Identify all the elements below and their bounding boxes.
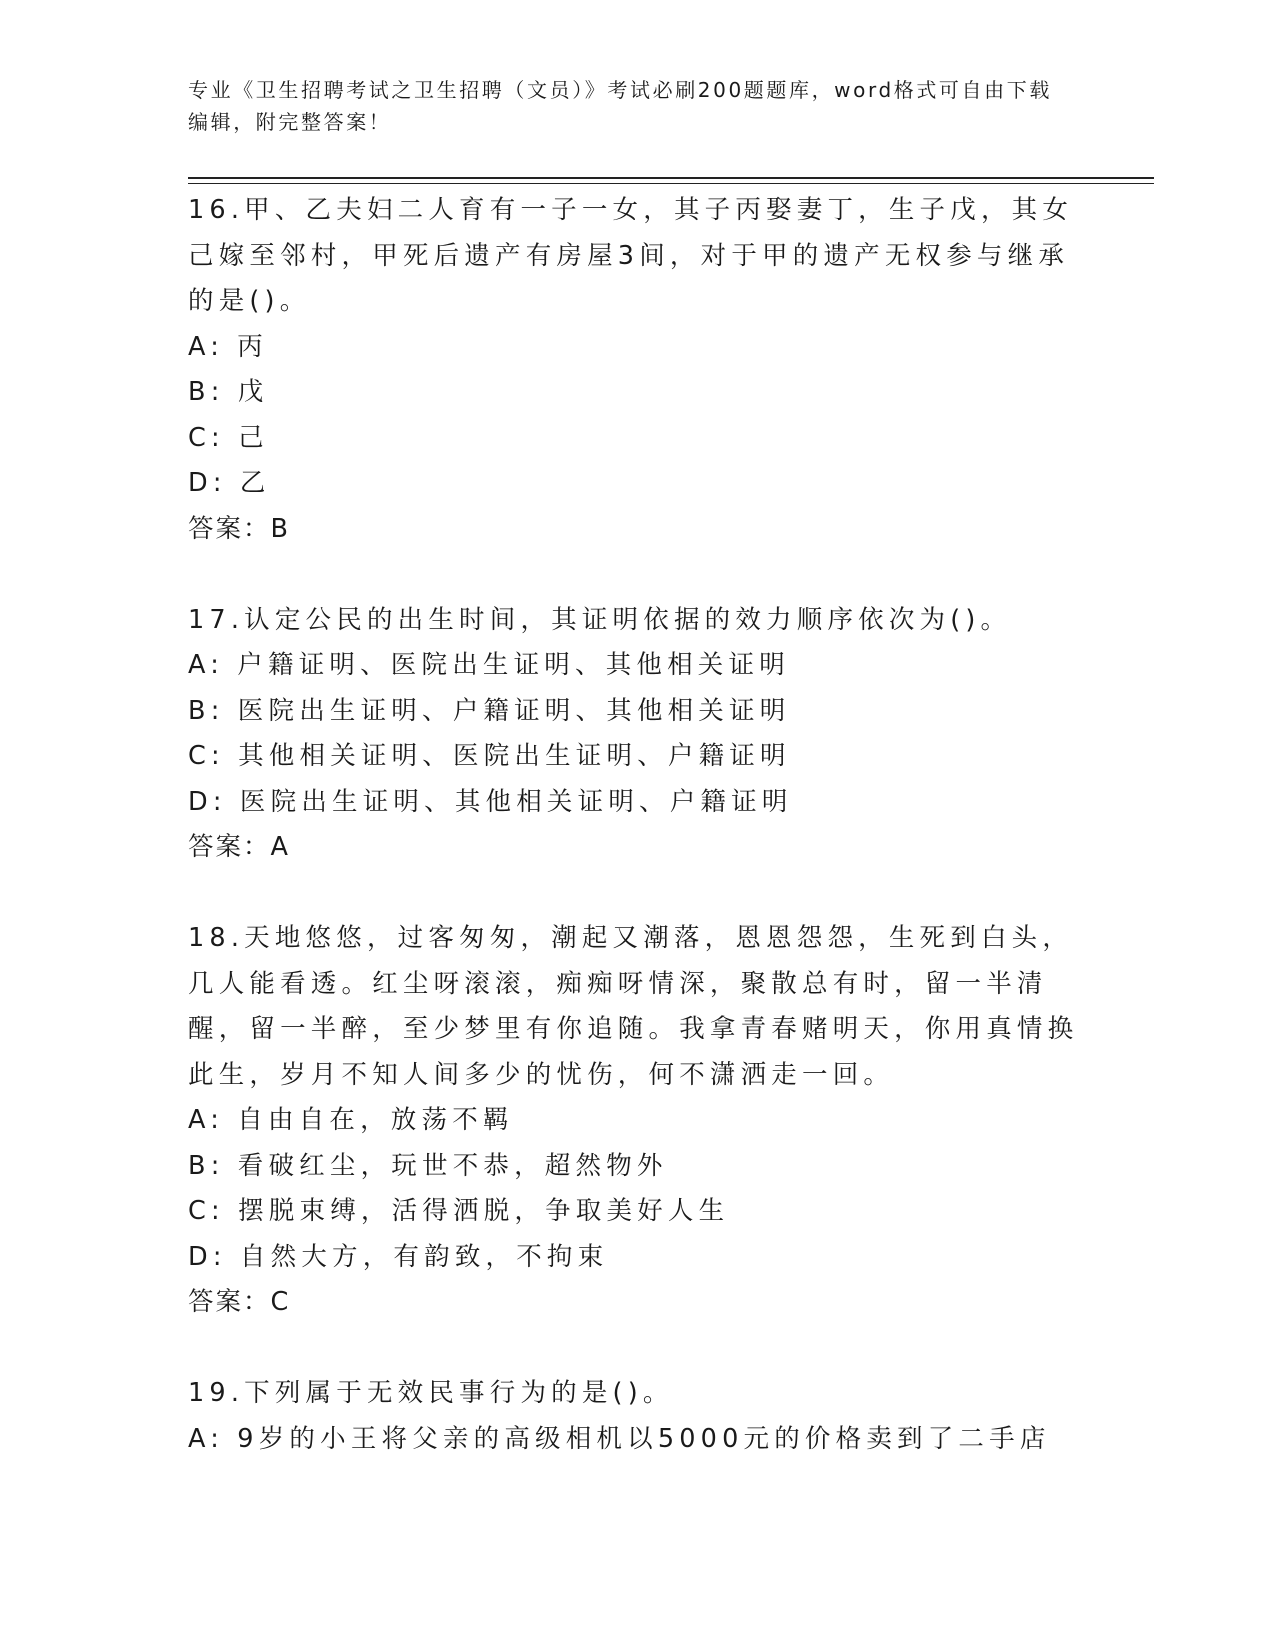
question-16-option-a: A: 丙 <box>188 331 268 362</box>
question-16-option-c: C: 己 <box>188 422 269 453</box>
document-header: 专业《卫生招聘考试之卫生招聘（文员）》考试必刷200题题库，word格式可自由下载编辑，附完整答案！ <box>188 78 1052 134</box>
question-18-stem: 18.天地悠悠，过客匆匆，潮起又潮落，恩恩怨怨，生死到白头，几人能看透。红尘呀滚滚，痴痴呀情深，聚散总有时，留一半清醒，留一半醉，至少梦里有你追随。我拿青春赌明天，你用真情换此生，岁月不知人间多少的忧伤，何不潇洒走一回。 <box>188 923 1079 1090</box>
question-19-stem: 19.下列属于无效民事行为的是()。 <box>188 1378 674 1408</box>
header-divider-thin <box>188 183 1154 184</box>
question-16-answer: 答案：B <box>188 513 290 544</box>
question-17-answer: 答案：A <box>188 832 290 862</box>
question-18-option-a: A: 自由自在，放荡不羁 <box>188 1105 514 1135</box>
question-list <box>188 188 1088 1462</box>
question-18-option-d: D: 自然大方，有韵致，不拘束 <box>188 1241 609 1272</box>
question-18-option-b: B: 看破红尘，玩世不恭，超然物外 <box>188 1150 668 1181</box>
question-17-option-a: A: 户籍证明、医院出生证明、其他相关证明 <box>188 650 790 680</box>
question-18-option-c: C: 摆脱束缚，活得洒脱，争取美好人生 <box>188 1196 730 1226</box>
question-18 <box>188 916 1088 1326</box>
question-16-stem: 16.甲、乙夫妇二人育有一子一女，其子丙娶妻丁，生子戊，其女己嫁至邻村，甲死后遗产有房屋3间，对于甲的遗产无权参与继承的是()。 <box>188 195 1074 316</box>
question-16 <box>188 188 1088 552</box>
question-16-option-d: D: 乙 <box>188 468 271 498</box>
question-19 <box>188 1371 1088 1462</box>
question-19-option-a: A: 9岁的小王将父亲的高级相机以5000元的价格卖到了二手店 <box>188 1423 1051 1454</box>
question-18-answer: 答案：C <box>188 1287 291 1317</box>
question-17-option-c: C: 其他相关证明、医院出生证明、户籍证明 <box>188 741 791 771</box>
header-divider-thick <box>188 177 1154 179</box>
question-17-stem: 17.认定公民的出生时间，其证明依据的效力顺序依次为()。 <box>188 604 1012 635</box>
question-17-option-d: D: 医院出生证明、其他相关证明、户籍证明 <box>188 786 793 817</box>
question-16-option-b: B: 戊 <box>188 377 269 407</box>
question-17 <box>188 598 1088 871</box>
question-17-option-b: B: 医院出生证明、户籍证明、其他相关证明 <box>188 695 791 726</box>
